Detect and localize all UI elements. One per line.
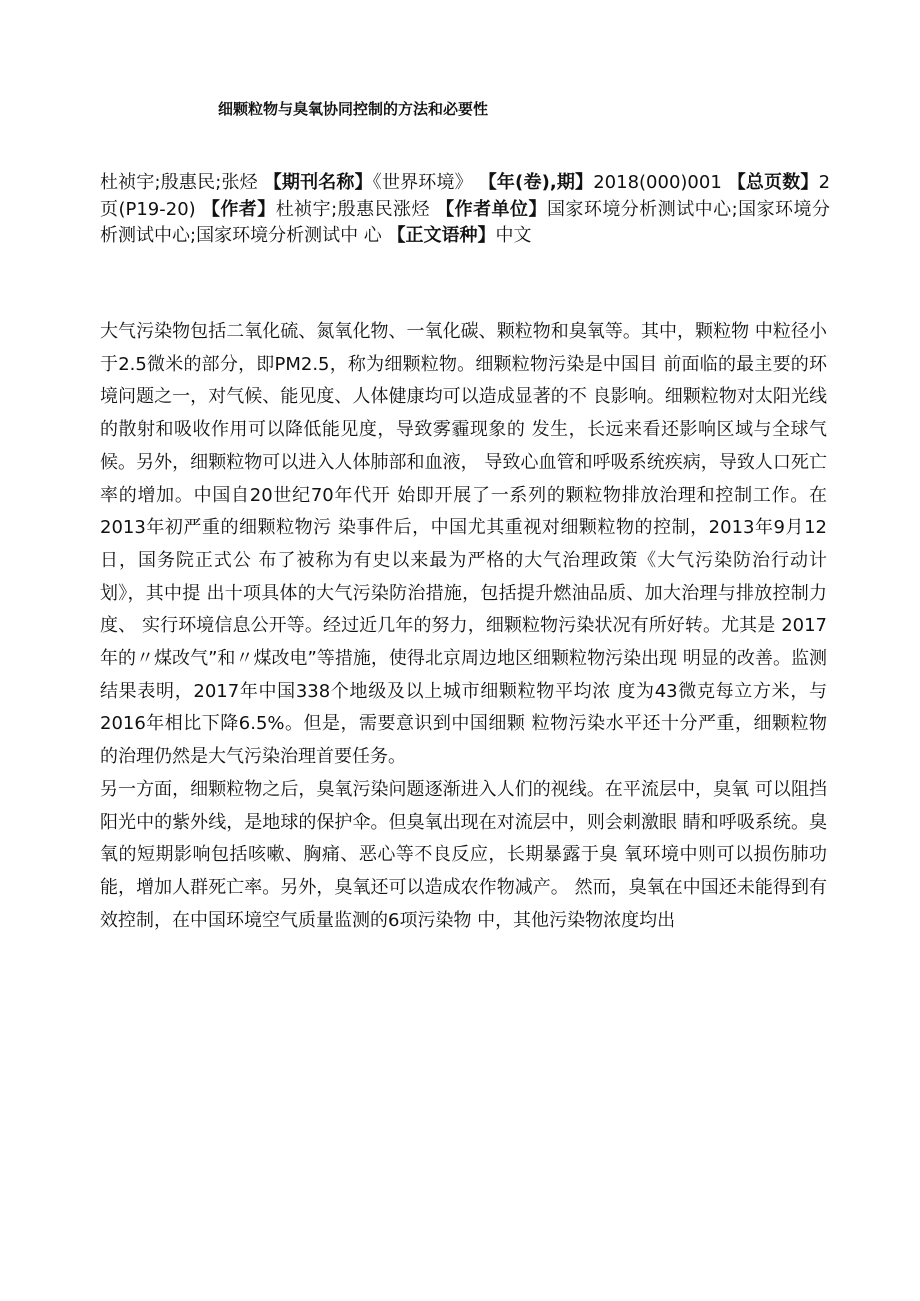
journal-label: 【期刊名称】 — [263, 172, 373, 193]
paragraph-1: 大气污染物包括二氧化硫、氮氧化物、一氧化碳、颗粒物和臭氧等。其中，颗粒物 中粒径小于2.5微米的部分，即PM2.5，称为细颗粒物。细颗粒物污染是中国目 前面临的最主要的环境问题之一，对气候、能见度、人体健康均可以造成显著的不 良影响。细颗粒物对太阳光线的散射和吸收作用可以降低能见度，导致雾霾现象的 发生，长远来看还影响区域与全球气候。另外，细颗粒物可以进入人体肺部和血液， 导致心血管和呼吸系统疾病，导致人口死亡率的增加。中国自20世纪70年代开 始即开展了一系列的颗粒物排放治理和控制工作。在2013年初严重的细颗粒物污 染事件后，中国尤其重视对细颗粒物的控制，2013年9月12日，国务院正式公 布了被称为有史以来最为严格的大气治理政策《大气污染防治行动计划》，其中提 出十项具体的大气污染防治措施，包括提升燃油品质、加大治理与排放控制力度、 实行环境信息公开等。经过近几年的努力，细颗粒物污染状况有所好转。尤其是 2017年的〃煤改气”和〃煤改电”等措施，使得北京周边地区细颗粒物污染出现 明显的改善。监测结果表明，2017年中国338个地级及以上城市细颗粒物平均浓 度为43微克每立方米，与2016年相比下降6.5%。但是，需要意识到中国细颗 粒物污染水平还十分严重，细颗粒物的治理仍然是大气污染治理首要任务。 — [100, 321, 827, 768]
journal-value: 《世界环境》 — [372, 172, 473, 193]
issue-label: 【年(卷),期】 — [478, 172, 594, 193]
authors: 杜祯宇;殷惠民;张烃 — [100, 172, 258, 193]
language-label: 【正文语种】 — [387, 225, 496, 246]
author-label: 【作者】 — [201, 198, 276, 220]
document-title: 细颗粒物与臭氧协同控制的方法和必要性 — [218, 100, 489, 118]
pages-value: 2页(P19-20) — [100, 172, 831, 220]
pages-label: 【总页数】 — [727, 172, 819, 193]
unit-label: 【作者单位】 — [436, 198, 547, 220]
article-metadata — [100, 170, 830, 250]
paragraph-2: 另一方面，细颗粒物之后，臭氧污染问题逐渐进入人们的视线。在平流层中，臭氧 可以阻挡阳光中的紫外线，是地球的保护伞。但臭氧出现在对流层中，则会刺激眼 睛和呼吸系统。臭氧的短期影响包括咳嗽、胸痛、恶心等不良反应，长期暴露于臭 氧环境中则可以损伤肺功能，增加人群死亡率。另外，臭氧还可以造成农作物减产。 然而，臭氧在中国还未能得到有效控制，在中国环境空气质量监测的6项污染物 中，其他污染物浓度均出 — [100, 778, 827, 931]
article-body — [100, 316, 827, 937]
unit-value: 国家环境分析测试中心;国家环境分析测试中心;国家环境分析测试中 心 — [100, 198, 830, 246]
author-value: 杜祯宇;殷惠民涨烃 — [275, 198, 430, 220]
issue-value: 2018(000)001 — [593, 172, 722, 193]
language-value: 中文 — [495, 225, 532, 246]
